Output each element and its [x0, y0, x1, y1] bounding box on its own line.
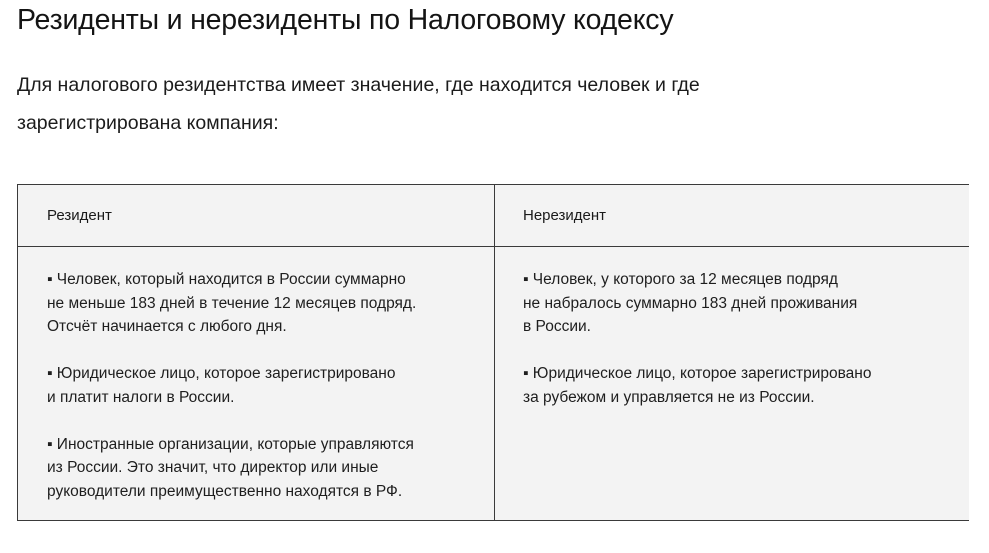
resident-item-line: ▪ Юридическое лицо, которое зарегистрировано: [47, 365, 396, 382]
header-divider: [18, 246, 969, 247]
resident-cell: [47, 268, 477, 527]
intro-paragraph: [17, 66, 837, 142]
nonresident-item-line: за рубежом и управляется не из России.: [523, 388, 815, 406]
column-divider: [494, 185, 495, 520]
page-title: Резиденты и нерезиденты по Налоговому кодексу: [17, 4, 674, 36]
intro-line: Для налогового резидентства имеет значение, где находится человек и где: [17, 74, 700, 96]
resident-item: [47, 433, 477, 504]
header-nonresident: Нерезидент: [523, 207, 607, 224]
resident-item-line: руководители преимущественно находятся в РФ.: [47, 482, 403, 500]
resident-item-line: и платит налоги в России.: [47, 388, 235, 406]
nonresident-item-line: ▪ Человек, у которого за 12 месяцев подряд: [523, 271, 838, 288]
resident-item-line: ▪ Иностранные организации, которые управляются: [47, 435, 414, 453]
header-resident: Резидент: [47, 207, 112, 224]
resident-item-line: из России. Это значит, что директор или иные: [47, 459, 379, 476]
resident-item: [47, 268, 477, 339]
resident-item: [47, 362, 477, 409]
nonresident-item: [523, 362, 963, 409]
nonresident-item: [523, 268, 963, 339]
comparison-table: [17, 184, 969, 521]
intro-line: зарегистрирована компания:: [17, 112, 279, 134]
nonresident-item-line: ▪ Юридическое лицо, которое зарегистрировано: [523, 365, 872, 382]
resident-item-line: не меньше 183 дней в течение 12 месяцев подряд.: [47, 294, 417, 312]
resident-item-line: Отсчёт начинается с любого дня.: [47, 318, 287, 335]
resident-item-line: ▪ Человек, который находится в России суммарно: [47, 271, 406, 288]
nonresident-item-line: не набралось суммарно 183 дней проживания: [523, 294, 858, 312]
nonresident-item-line: в России.: [523, 318, 591, 335]
nonresident-cell: [523, 268, 963, 433]
